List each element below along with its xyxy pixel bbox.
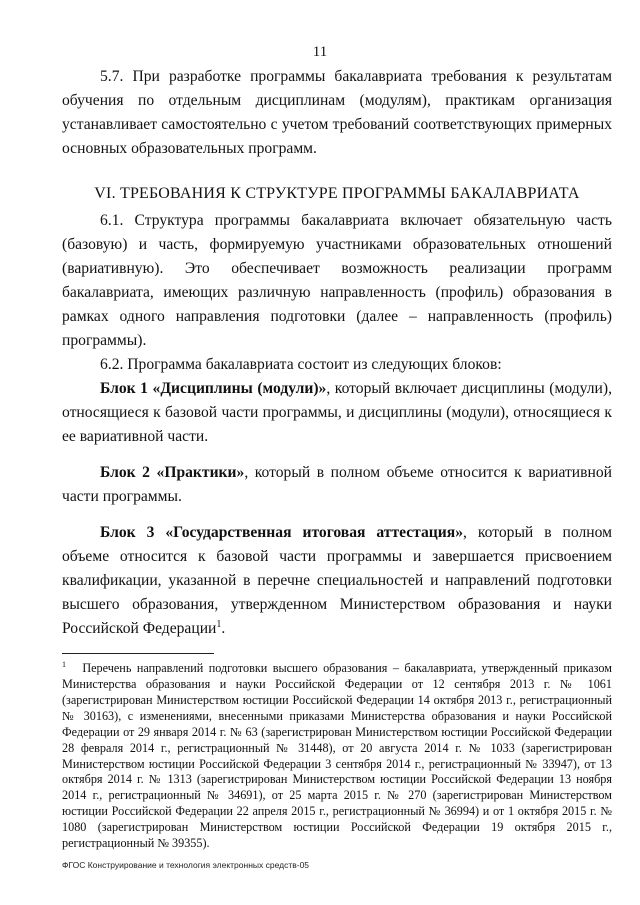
page-number: 11	[312, 44, 328, 60]
footnote-text: Перечень направлений подготовки высшего образования – бакалавриата, утвержденный приказом Министерства образования и науки Российской Федерации от 12 сентября 2013 г. № 1061 (зарегистрирован Министерством юстиции Российской Федерации 14 октября 2013 г., регистрационный № 30163), с изменениями, внесенными приказами Министерства образования и науки Российской Федерации от 29 января 2014 г. № 63 (зарегистрирован Министерством юстиции Российской Федерации 28 февраля 2014 г., регистрационный № 31448), от 20 августа 2014 г. № 1033 (зарегистрирован Министерством юстиции Российской Федерации 3 сентября 2014 г., регистрационный № 33947), от 13 октября 2014 г. № 1313 (зарегистрирован Министерством юстиции Российской Федерации 13 ноября 2014 г., регистрационный № 34691), от 25 марта 2015 г. № 270 (зарегистрирован Министерством юстиции Российской Федерации 22 апреля 2015 г., регистрационный № 36994) и от 1 октября 2015 г. № 1080 (зарегистрирован Министерством юстиции Российской Федерации 19 октября 2015 г., регистрационный № 39355).	[62, 661, 612, 851]
block-3-end: .	[221, 620, 226, 637]
block-3-title: Блок 3 «Государственная итоговая аттестация»	[100, 524, 464, 541]
block-2-title: Блок 2 «Практики»	[100, 464, 245, 481]
block-2-paragraph	[62, 461, 612, 509]
paragraph-6-1: 6.1. Структура программы бакалавриата включает обязательную часть (базовую) и часть, формируемую участниками образовательных отношений (вариативную). Это обеспечивает возможность реализации программ бакалавриата, имеющих различную направленность (профиль) образования в рамках одного направления подготовки (далее – направленность (профиль) программы).	[62, 212, 612, 349]
paragraph-6-2: 6.2. Программа бакалавриата состоит из следующих блоков:	[100, 356, 502, 373]
footnote-marker: 1	[62, 660, 66, 669]
block-2-text: , который в полном объеме относится к вариативной части программы.	[62, 464, 612, 505]
page-footer: ФГОС Конструирование и технология электронных средств-05	[62, 860, 310, 870]
footnote-reference: 1	[216, 618, 222, 630]
footnote	[62, 657, 612, 852]
block-3-paragraph	[62, 521, 612, 641]
block-1-text: , который включает дисциплины (модули), относящиеся к базовой части программы, и дисциплины (модули), относящиеся к ее вариативной части.	[62, 380, 612, 445]
footnote-separator	[62, 653, 214, 654]
block-3-text: , который в полном объеме относится к базовой части программы и завершается присвоением квалификации, указанной в перечне специальностей и направлений подготовки высшего образования, утвержденном Министерством образования и науки Российской Федерации	[62, 524, 612, 637]
section-heading: VI. ТРЕБОВАНИЯ К СТРУКТУРЕ ПРОГРАММЫ БАКАЛАВРИАТА	[94, 185, 580, 202]
section-6	[62, 209, 612, 641]
section-5-7	[62, 65, 612, 161]
block-1-paragraph	[62, 377, 612, 449]
block-1-title: Блок 1 «Дисциплины (модули)»	[100, 380, 327, 397]
paragraph-5-7: 5.7. При разработке программы бакалавриата требования к результатам обучения по отдельным дисциплинам (модулям), практикам организация устанавливает самостоятельно с учетом требований соответствующих примерных основных образовательных программ.	[62, 68, 612, 157]
